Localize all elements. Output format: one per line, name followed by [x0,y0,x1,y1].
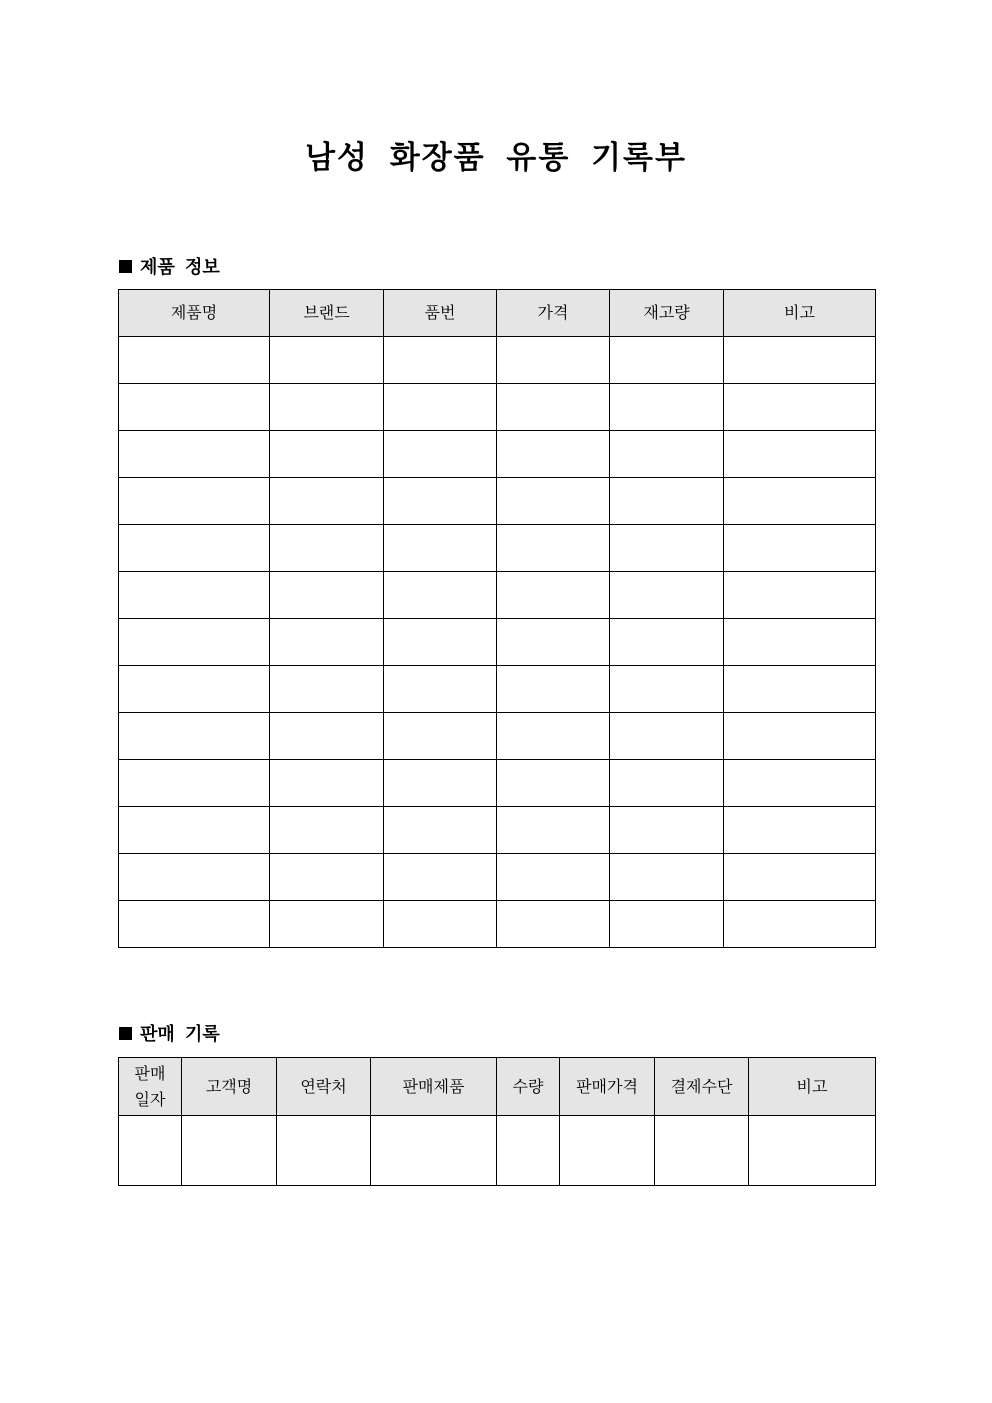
table-cell[interactable] [119,337,270,384]
product-section-heading [119,253,220,279]
table-cell[interactable] [610,619,724,666]
table-cell[interactable] [270,666,384,713]
table-row [119,478,876,525]
product-section-title: 제품 정보 [140,257,220,278]
table-cell[interactable] [749,1116,876,1186]
document-title: 남성 화장품 유통 기록부 [305,140,687,176]
table-cell[interactable] [182,1116,277,1186]
column-header-quantity: 수량 [497,1058,560,1116]
table-cell[interactable] [270,572,384,619]
table-cell[interactable] [610,760,724,807]
column-header-brand: 브랜드 [270,290,384,337]
table-cell[interactable] [724,713,876,760]
table-cell[interactable] [497,619,610,666]
table-cell[interactable] [384,337,497,384]
table-cell[interactable] [497,337,610,384]
column-header-contact: 연락처 [277,1058,371,1116]
table-cell[interactable] [270,854,384,901]
table-row [119,807,876,854]
table-cell[interactable] [497,431,610,478]
table-cell[interactable] [384,619,497,666]
column-header-payment-method: 결제수단 [655,1058,749,1116]
table-cell[interactable] [384,807,497,854]
table-cell[interactable] [119,854,270,901]
table-cell[interactable] [497,760,610,807]
table-cell[interactable] [497,478,610,525]
sale-date-label: 판매일자 [134,1063,166,1109]
table-cell[interactable] [610,384,724,431]
table-cell[interactable] [119,807,270,854]
table-cell[interactable] [119,478,270,525]
column-header-customer-name: 고객명 [182,1058,277,1116]
product-info-table [118,289,876,948]
table-cell[interactable] [724,619,876,666]
table-cell[interactable] [655,1116,749,1186]
table-row [119,1116,876,1186]
table-cell[interactable] [384,572,497,619]
table-cell[interactable] [384,384,497,431]
table-cell[interactable] [119,901,270,948]
column-header-product-name: 제품명 [119,290,270,337]
table-cell[interactable] [724,760,876,807]
table-row [119,619,876,666]
product-table-body [119,337,876,948]
table-cell[interactable] [560,1116,655,1186]
table-cell[interactable] [724,525,876,572]
table-cell[interactable] [610,431,724,478]
table-row [119,572,876,619]
table-cell[interactable] [270,384,384,431]
square-bullet-icon [119,1027,132,1040]
table-cell[interactable] [610,572,724,619]
table-cell[interactable] [610,337,724,384]
column-header-sale-date [119,1058,182,1116]
table-cell[interactable] [610,478,724,525]
table-cell[interactable] [724,572,876,619]
table-cell[interactable] [384,431,497,478]
table-row [119,337,876,384]
table-cell[interactable] [384,525,497,572]
table-cell[interactable] [384,760,497,807]
table-cell[interactable] [724,854,876,901]
table-cell[interactable] [270,760,384,807]
table-cell[interactable] [119,525,270,572]
table-cell[interactable] [497,807,610,854]
table-cell[interactable] [610,713,724,760]
table-cell[interactable] [270,619,384,666]
table-cell[interactable] [119,666,270,713]
table-cell[interactable] [497,713,610,760]
table-cell[interactable] [270,901,384,948]
table-cell[interactable] [610,807,724,854]
table-cell[interactable] [119,572,270,619]
table-cell[interactable] [270,431,384,478]
table-row [119,854,876,901]
sales-section-title: 판매 기록 [140,1024,220,1045]
table-cell[interactable] [610,854,724,901]
table-row [119,525,876,572]
table-cell[interactable] [119,431,270,478]
table-row [119,384,876,431]
table-row [119,713,876,760]
table-row [119,760,876,807]
sales-table-header-row [119,1058,876,1116]
column-header-price: 가격 [497,290,610,337]
table-cell[interactable] [497,854,610,901]
table-cell[interactable] [724,337,876,384]
table-cell[interactable] [724,384,876,431]
table-cell[interactable] [384,478,497,525]
table-cell[interactable] [384,713,497,760]
table-cell[interactable] [384,854,497,901]
sales-table-body [119,1116,876,1186]
table-cell[interactable] [724,478,876,525]
table-cell[interactable] [270,807,384,854]
column-header-remarks: 비고 [749,1058,876,1116]
table-row [119,901,876,948]
column-header-item-number: 품번 [384,290,497,337]
table-cell[interactable] [270,478,384,525]
sales-section-heading [119,1020,220,1046]
table-cell[interactable] [119,713,270,760]
table-cell[interactable] [497,666,610,713]
column-header-remarks: 비고 [724,290,876,337]
table-row [119,666,876,713]
product-table-header-row [119,290,876,337]
column-header-sold-product: 판매제품 [371,1058,497,1116]
square-bullet-icon [119,260,132,273]
table-cell[interactable] [119,760,270,807]
table-cell[interactable] [384,666,497,713]
table-cell[interactable] [724,666,876,713]
table-cell[interactable] [610,901,724,948]
table-cell[interactable] [119,619,270,666]
table-cell[interactable] [497,525,610,572]
table-cell[interactable] [497,1116,560,1186]
table-cell[interactable] [371,1116,497,1186]
table-cell[interactable] [497,901,610,948]
table-cell[interactable] [277,1116,371,1186]
table-cell[interactable] [610,666,724,713]
table-cell[interactable] [724,431,876,478]
table-cell[interactable] [270,713,384,760]
table-cell[interactable] [497,572,610,619]
table-cell[interactable] [270,525,384,572]
table-cell[interactable] [724,901,876,948]
sales-record-table [118,1057,876,1186]
table-cell[interactable] [119,1116,182,1186]
table-cell[interactable] [119,384,270,431]
table-cell[interactable] [384,901,497,948]
table-cell[interactable] [724,807,876,854]
table-cell[interactable] [610,525,724,572]
column-header-stock: 재고량 [610,290,724,337]
table-cell[interactable] [497,384,610,431]
table-cell[interactable] [270,337,384,384]
table-row [119,431,876,478]
column-header-sale-price: 판매가격 [560,1058,655,1116]
